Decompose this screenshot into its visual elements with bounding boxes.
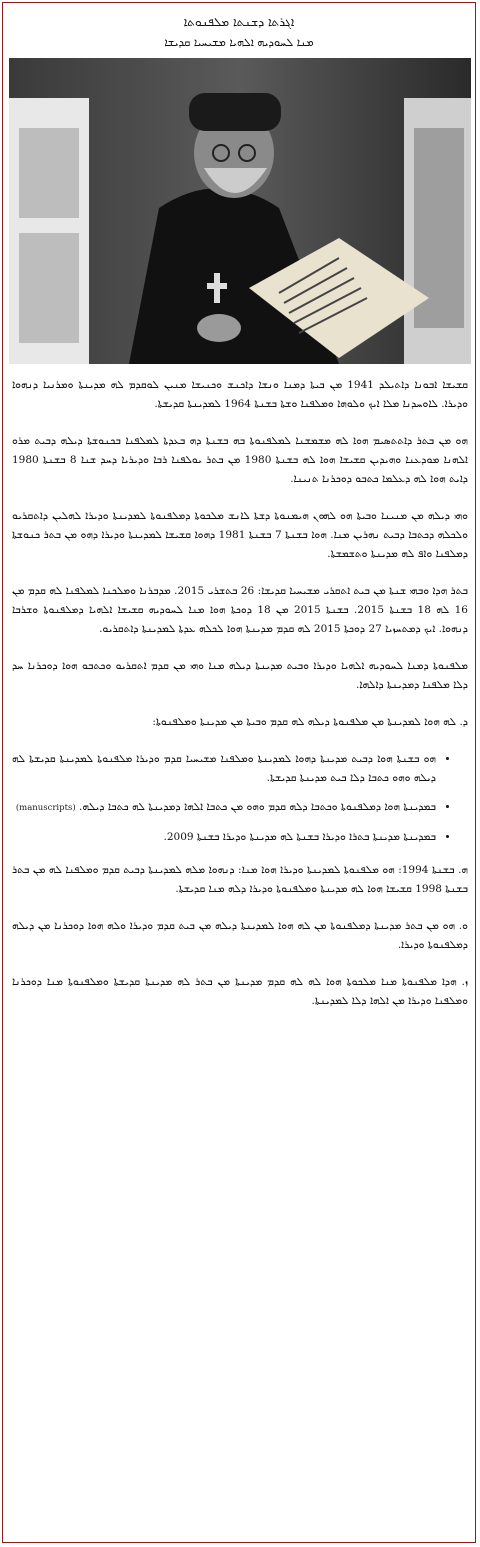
paragraph: ܘܗܝ ܕܝܠܗ ܡܢ ܡܢܝܢܐ ܘܒܝܬܐ ܗܘ ܠܗܘܢ ܗܝܡܢܘܬܐ ܕܫܬܐ ܠܐܢܫ ܡܠܟܘܬܐ ܕܡܠܦܢܘܬܐ ܠܡܕܝܢܬܐ ܘܕܝܪܐ ܠܗܠܝܢ ܕܐܬܩܪܝܘ ܘܠܟܠܗ ܕܟܬܒܐ ܕܒܝܬ ܢܗܪܝܢ ܡܢܐ. ܗܘܐ ܒܫܢܬܐ 7 ܒܫܢܬܐ 1981 ܕܗܘܐ ܩܫܝܫܐ ܠܡܕܝܢܬܐ ܘܕܝܪܐ ܕܗܘ ܡܢ ܒܬܪ ܟܢܘܫܬܐ ܕܡܠܦܢܐ ܘܐܦ ܠܗ ܡܕܝܢܬܐ ܘܬܫܡܫܬܐ.: [12, 510, 468, 560]
page-subtitle: ܡܢܐ ܠܚܘܕܝܗ ܐܠܗܝܐ ܡܫܝܚܝܐ ܩܕܝܫܐ: [164, 36, 314, 49]
paragraph: ܘ. ܗܘ ܡܢ ܒܬܪ ܡܕܝܢܬܐ ܕܡܠܦܢܘܬܐ ܡܢ ܠܗ ܗܘܐ ܠܡܕܝܢܬܐ ܕܝܠܗ ܡܢ ܒܝܬ ܩܕܡ ܘܕܝܪܐ ܘܠܗ ܗܘܐ ܕܘܟܪܢܐ ܡܢ ܕܝܠܗ ܕܡܠܦܢܘܬܐ ܘܕܝܪܐ.: [12, 920, 468, 951]
paragraph: ܡܠܦܢܘܬܐ ܕܡܢܐ ܠܚܘܕܝܗ ܐܠܗܝܐ ܘܕܝܪܐ ܘܒܝܬ ܡܕܝܢܬܐ ܕܝܠܗ ܡܢܐ ܘܗܝ ܡܢ ܩܕܡ ܐܬܩܪܝܘ ܘܟܬܒܘ ܗܘܐ ܕܘܟܪܢܐ ܚܕ ܕܠܐ ܡܠܦܢܐ ܕܡܕܝܢܬܐ ܕܐܠܗܐ.: [12, 660, 468, 691]
list-intro: ܕ. ܠܗ ܗܘܐ ܠܡܕܝܢܬܐ ܡܢ ܡܠܦܢܘܬܐ ܕܝܠܗ ܠܗ ܩܕܡ ܘܒܝܬܐ ܡܢ ܡܕܝܢܬܐ ܘܡܠܦܢܘܬܐ:: [152, 716, 468, 728]
paragraph: ܙ. ܗܕܐ ܡܠܦܢܘܬܐ ܡܢܐ ܡܠܟܘܬܐ ܗܘܐ ܠܗ ܠܗ ܩܕܡ ܡܕܝܢܬܐ ܡܢ ܒܬܪ ܠܗ ܡܕܝܢܬܐ ܩܕܝܫܬܐ ܘܡܠܦܢܘܬܐ ܡܢܐ ܕܘܟܪܢܐ ܘܡܠܦܢܐ ܘܕܝܪܐ ܡܢ ܐܠܗܐ ܕܠܐ ܠܡܕܝܢܬܐ.: [12, 976, 468, 1007]
page-title: ܐܓܪܬܐ ܕܫܢܬܐ ܡܠܦܢܘܬܐ: [183, 15, 295, 29]
portrait-illustration: [9, 58, 471, 364]
bullet-list: [12, 750, 450, 847]
paragraph: ܗܘ ܡܢ ܒܬܪ ܕܐܬܬܣܝܡ ܗܘܐ ܠܗ ܡܫܡܫܢܐ ܠܡܠܦܢܘܬܐ ܒܗ ܒܫܢܬܐ ܕܗ ܒܥܕܬܐ ܠܡܠܦܢܐ ܒܟܢܘܫܬܐ ܕܝܠܗ ܕܒܝܬ ܡܪܘ ܐܠܗܢܐ ܡܘܕܥܢܐ ܘܗܝܕܝܢ ܩܫܝܫܐ ܗܘܐ ܠܗ ܒܫܢܬܐ 1980 ܡܢ ܒܬܪ ܝܘܠܦܢܐ ܪܒܐ ܘܕܝܪܝܐ ܕܚܕ ܫܢܐ 8 ܒܫܢܬܐ 1980 ܕܐܝܬ ܗܘܐ ܠܗ ܕܥܠܡܐ ܟܬܒܘ ܕܘܟܪܢܐ ܬܢܝܢܐ.: [12, 435, 468, 485]
list-item: [12, 798, 436, 818]
hero-photo: [9, 58, 471, 364]
list-item: • ܗܘ ܒܫܢܬܐ ܗܘܐ ܕܒܝܬ ܡܕܝܢܬܐ ܕܗܘܐ ܠܡܕܝܢܬܐ ܘܡܠܦܢܐ ܡܫܝܚܝܐ ܩܕܡ ܘܕܝܪܐ ܡܠܦܢܘܬܐ ܠܡܕܝܢܬܐ ܩܕܝܫܬܐ ܠܗ ܕܝܠܗ ܘܗܘ ܟܬܒܐ ܕܠܐ ܒܝܬ ܡܕܝܢܬܐ ܩܕܝܫܬܐ.: [12, 750, 436, 788]
manuscripts-caption: (manuscripts): [15, 803, 76, 813]
article-body: [12, 376, 468, 1029]
paragraph: ܗ. ܒܫܢܬܐ 1994: ܗܘ ܡܠܦܢܘܬܐ ܠܡܕܝܢܬܐ ܘܕܝܪܐ ܗܘܐ ܡܢܐ: ܕܢܗܘܐ ܡܠܗ ܠܡܕܝܢܬܐ ܕܒܝܬ ܩܕܡ ܘܡܠܦܢܐ ܠܗ ܡܢ ܒܬܪ ܒܫܢܬܐ 1998 ܩܫܝܫܐ ܗܘܐ ܠܗ ܡܕܝܢܬܐ ܘܡܠܦܢܘܬܐ ܘܕܝܪܐ ܕܠܗ ܡܢܐ ܩܕܝܫܬܐ.: [12, 864, 468, 895]
list-item-text: ܒܡܕܝܢܬܐ ܗܘܐ ܕܡܠܦܢܘܬܐ ܘܟܬܒܐ ܕܠܗ ܩܕܡ ܘܗܘ ܡܢ ܟܬܒܐ ܐܠܗܐ ܕܡܕܝܢܬܐ ܠܗ ܟܬܒܐ ܕܝܠܗ.: [79, 801, 436, 813]
paragraph: ܒܬܪ ܗܕܐ ܘܒܗܝ ܫܢܬܐ ܡܢ ܒܝܬ ܐܬܩܪܝ ܡܫܝܚܝܐ ܩܕܝܫܐ: 26 ܒܬܫܪܝ 2015. ܡܕܒܪܢܐ ܘܡܠܟܢܐ ܠܡܠܦܢܐ ܠܗ ܩܕܡ ܡܢ 16 ܠܗ 18 ܒܫܢܬܐ 2015. ܒܫܢܬܐ 2015 ܡܢ 18 ܕܘܟܬܐ ܗܘܐ ܡܢܐ ܠܚܘܕܝܗ ܩܫܝܫܐ ܐܠܗܝܐ ܕܡܠܦܢܘܬܐ ܘܫܪܒܐ ܕܢܗܘܐ. ܐܝܟ ܕܡܬܚܙܝܐ 27 ܕܘܟܬܐ 2015 ܠܗ ܩܕܡ ܡܕܝܢܬܐ ܗܘܐ ܠܟܠܗ ܥܕܬܐ ܠܡܕܝܢܬܐ ܕܐܬܩܪܝܘ.: [12, 585, 468, 635]
header: [3, 3, 475, 57]
list-item: • ܒܡܕܝܢܬܐ ܡܕܝܢܬܐ ܒܬܪܐ ܘܕܝܪܐ ܒܫܢܬܐ ܠܗ ܡܕܝܢܬܐ ܘܕܝܪܐ ܒܫܢܬܐ 2009.: [12, 828, 436, 847]
paragraph: ܩܫܝܫܐ ܐܒܘܢܐ ܕܐܬܝܠܕ 1941 ܡܢ ܒܝܬܐ ܕܡܢܐ ܘܢܫܐ ܕܐܟܢܫ ܘܟܢܝܫܐ ܡܢܝܢ ܠܘܩܕܡ ܠܗ ܡܕܝܢܬܐ ܘܡܪܢܝܐ ܕܢܗܘܐ ܘܕܝܪܐ. ܠܐܘܚܕܢܐ ܡܠܐ ܐܝܟ ܘܠܘܗܐ ܘܡܠܦܢܐ ܘܫܬܐ ܒܫܢܬܐ 1964 ܠܡܕܝܢܬܐ ܩܕܝܫܬܐ.: [12, 379, 468, 410]
